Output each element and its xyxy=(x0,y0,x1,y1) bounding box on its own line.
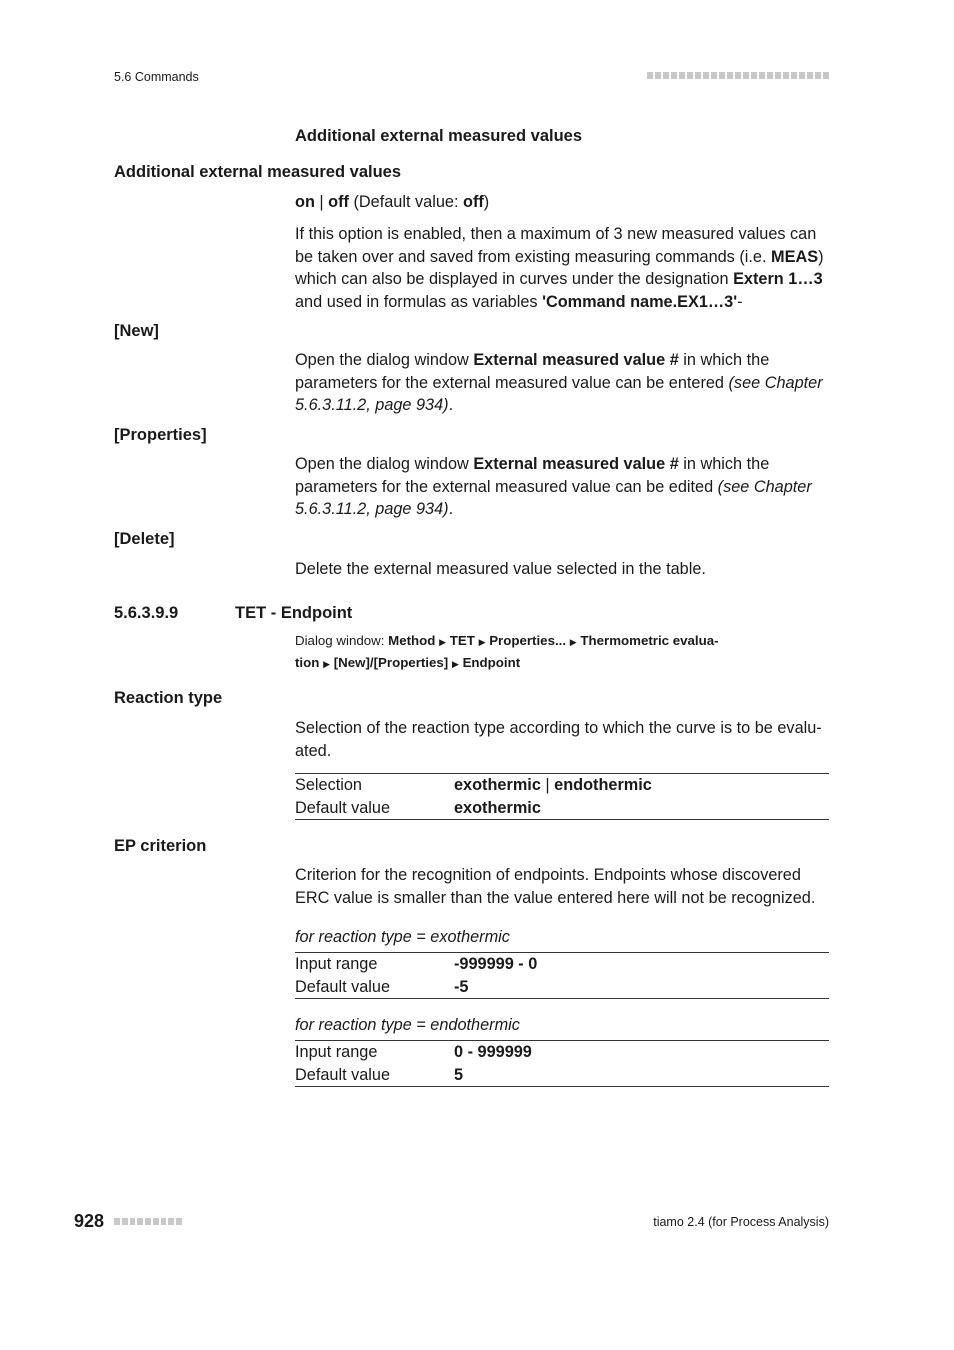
reaction-type-table xyxy=(295,773,829,820)
endothermic-table xyxy=(295,1040,829,1087)
param-label-reaction-type: Reaction type xyxy=(114,689,223,707)
param-label-additional-external: Additional external measured values xyxy=(114,163,402,181)
desc-text: ) which can also be displayed in curves under the designation xyxy=(295,247,824,288)
desc-extern: Extern 1…3 xyxy=(733,270,823,288)
table-row xyxy=(295,953,829,976)
desc-text: . xyxy=(448,500,454,518)
path-item: tion xyxy=(295,654,320,670)
chapter-reference[interactable]: (see Chapter 5.6.3.11.2, page 934) xyxy=(295,477,812,518)
param-values xyxy=(295,191,829,214)
path-item: Properties... xyxy=(489,633,567,648)
button-label-properties: [Properties] xyxy=(114,426,207,444)
footer-product: tiamo 2.4 (for Process Analysis) xyxy=(653,1215,829,1229)
desc-text: Open the dialog window xyxy=(295,351,474,369)
exothermic-table xyxy=(295,952,829,999)
reaction-type-description: Selection of the reaction type according to which the curve is to be evalu-ated. xyxy=(295,719,822,760)
row-key: Input range xyxy=(295,1043,378,1061)
option-separator: | xyxy=(540,776,555,794)
row-value: -5 xyxy=(454,977,469,996)
row-key: Default value xyxy=(295,798,391,817)
values-separator: | xyxy=(314,193,329,211)
table-row xyxy=(295,1041,829,1064)
path-item: Thermometric evalua- xyxy=(580,633,719,648)
default-value: off xyxy=(463,193,484,211)
arrow-right-icon: ▶ xyxy=(478,637,486,647)
row-value xyxy=(454,774,652,797)
button-label-delete: [Delete] xyxy=(114,530,175,548)
chapter-reference[interactable]: (see Chapter 5.6.3.11.2, page 934) xyxy=(295,373,823,414)
header-decoration xyxy=(647,72,829,80)
desc-meas: MEAS xyxy=(771,247,819,266)
row-key: Default value xyxy=(295,977,391,996)
arrow-right-icon: ▶ xyxy=(569,637,577,647)
table-row xyxy=(295,774,829,797)
path-item: [New]/[Properties] xyxy=(333,654,449,670)
path-item: Endpoint xyxy=(462,654,521,670)
desc-variable: 'Command name.EX1…3' xyxy=(542,292,738,311)
desc-text: If this option is enabled, then a maximum of 3 new measured values can be taken over and saved from existing measuring commands (i.e. xyxy=(295,225,817,266)
arrow-right-icon: ▶ xyxy=(439,637,447,647)
row-value: 5 xyxy=(454,1065,464,1084)
section-number: 5.6.3.9.9 xyxy=(114,604,179,622)
footer-decoration xyxy=(114,1218,182,1226)
option-endothermic: endothermic xyxy=(554,776,652,794)
dialog-name: External measured value # xyxy=(473,351,679,369)
table-row xyxy=(295,797,829,820)
row-value: -999999 - 0 xyxy=(454,955,538,973)
default-prefix: (Default value: xyxy=(348,193,463,211)
arrow-right-icon: ▶ xyxy=(451,658,459,669)
path-item: Method xyxy=(388,633,436,648)
ep-criterion-description: Criterion for the recognition of endpoints. Endpoints whose discovered ERC value is smaller than the value entered here will not be recognized. xyxy=(295,866,816,907)
dialog-path xyxy=(295,631,765,674)
arrow-right-icon: ▶ xyxy=(323,658,330,669)
param-description xyxy=(295,223,829,313)
button-label-new: [New] xyxy=(114,322,159,340)
row-key: Default value xyxy=(295,1065,391,1084)
param-label-ep-criterion: EP criterion xyxy=(114,837,207,855)
option-exothermic: exothermic xyxy=(454,776,541,794)
desc-text: in which the parameters for the external measured value can be entered xyxy=(295,351,770,392)
desc-text: Open the dialog window xyxy=(295,455,474,473)
value-off: off xyxy=(328,193,349,211)
table-row xyxy=(295,976,829,999)
block-title: Additional external measured values xyxy=(295,127,583,145)
value-on: on xyxy=(295,193,315,211)
desc-text: in which the parameters for the external measured value can be edited xyxy=(295,455,770,496)
running-header-section: 5.6 Commands xyxy=(114,70,199,84)
section-title: TET - Endpoint xyxy=(235,604,353,622)
table-row xyxy=(295,1064,829,1087)
dialog-prefix: Dialog window: xyxy=(295,633,389,648)
desc-text: . xyxy=(448,396,454,414)
new-description xyxy=(295,349,829,417)
row-value: 0 - 999999 xyxy=(454,1043,532,1061)
row-value: exothermic xyxy=(454,798,541,817)
exothermic-caption: for reaction type = exothermic xyxy=(295,928,510,946)
path-item: TET xyxy=(449,633,475,648)
dialog-name: External measured value # xyxy=(473,455,679,473)
page-number: 928 xyxy=(74,1211,105,1231)
endothermic-caption: for reaction type = endothermic xyxy=(295,1016,520,1034)
default-suffix: ) xyxy=(483,193,490,211)
delete-description: Delete the external measured value selected in the table. xyxy=(295,560,706,578)
properties-description xyxy=(295,453,829,521)
row-key: Selection xyxy=(295,776,362,794)
row-key: Input range xyxy=(295,955,378,973)
desc-text: and used in formulas as variables xyxy=(295,292,543,311)
desc-text: - xyxy=(737,292,743,311)
